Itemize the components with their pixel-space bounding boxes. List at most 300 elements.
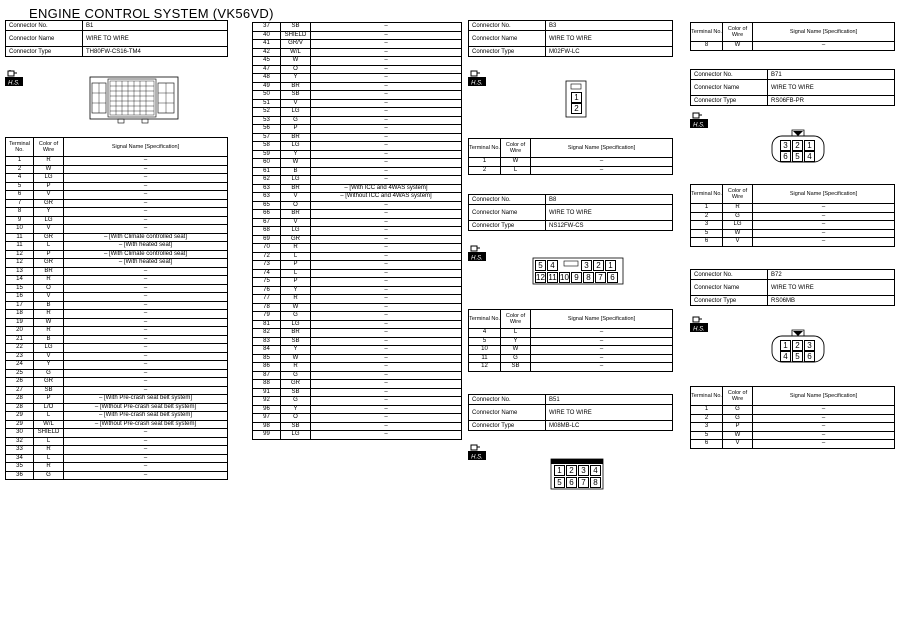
signal-name: – [64,267,228,276]
wire-color: BR [281,82,311,91]
terminal-no: 65 [253,201,281,210]
table-row [6,267,228,276]
table-row [6,429,228,438]
label-connector-type: Connector Type [469,221,546,231]
table-row [253,40,462,49]
label-connector-no: Connector No. [691,270,768,280]
wire-color: P [34,395,64,404]
signal-name: – [311,320,462,329]
terminal-no: 1 [691,204,723,213]
b1-connector-type: TH80FW-CS16-TM4 [83,47,228,57]
table-row [691,238,895,247]
table-row [253,57,462,66]
signal-name: – [753,42,895,51]
table-row [691,221,895,230]
table-row [469,363,673,372]
wire-color: LG [723,221,753,230]
terminal-no: 25 [6,369,34,378]
terminal-no: 98 [253,422,281,431]
wire-color: B [281,167,311,176]
signal-name: – [64,318,228,327]
table-row [253,354,462,363]
terminal-no: 37 [253,23,281,32]
b8-signal-table [468,309,673,372]
table-row [253,150,462,159]
table-row [253,397,462,406]
wire-color: G [281,312,311,321]
hs-label: H.S. [471,255,483,261]
label-connector-type: Connector Type [469,421,546,431]
header-terminal: Terminal No. [691,387,723,406]
hs-label: H.S. [8,80,20,86]
terminal-no: 49 [253,82,281,91]
table-row [6,199,228,208]
header-terminal: Terminal No. [6,138,34,157]
table-row [253,65,462,74]
table-row [6,420,228,429]
terminal-no: 77 [253,295,281,304]
terminal-no: 66 [253,210,281,219]
b71-connector-no: B71 [768,70,895,80]
table-row [6,318,228,327]
table-row [6,284,228,293]
table-row [6,182,228,191]
b71-pin: 2 [792,140,803,151]
terminal-no: 14 [6,276,34,285]
b8-connector-no: B8 [546,195,673,205]
signal-name: – [311,167,462,176]
b3-pin: 2 [571,103,582,114]
wire-color: R [34,463,64,472]
table-row [691,431,895,440]
b71-signal-table [690,184,895,247]
wire-color: W [281,57,311,66]
terminal-no: 9 [6,216,34,225]
b8-pin: 11 [548,273,557,282]
signal-name: – [311,91,462,100]
terminal-no: 76 [253,286,281,295]
table-row [253,227,462,236]
label-connector-no: Connector No. [6,21,83,31]
table-row [6,403,228,412]
table-row [253,405,462,414]
wire-color: Y [281,74,311,83]
terminal-no: 32 [6,437,34,446]
terminal-no: 12 [6,259,34,268]
wire-color: O [281,65,311,74]
table-row [253,320,462,329]
table-row [691,440,895,449]
terminal-no: 5 [691,431,723,440]
label-connector-name: Connector Name [469,31,546,47]
b3-connector-face [565,80,587,118]
b1-connector-info [5,20,228,57]
header-signal: Signal Name [Specification] [531,139,673,158]
table-row [691,423,895,432]
signal-name: – [64,463,228,472]
terminal-no: 10 [6,225,34,234]
signal-name: – [311,57,462,66]
table-row [6,216,228,225]
signal-name: – [64,293,228,302]
b3-connector-info [468,20,673,57]
header-color: Color of Wire [501,310,531,329]
table-row [253,142,462,151]
label-connector-no: Connector No. [469,21,546,31]
signal-name: – [64,352,228,361]
wire-color: LG [281,431,311,440]
b72-pin: 1 [780,340,791,351]
signal-name: – [311,99,462,108]
wire-color: SB [281,388,311,397]
terminal-no: 97 [253,414,281,423]
table-row [6,412,228,421]
signal-name: – [311,23,462,32]
wire-color: LG [281,176,311,185]
harness-side-icon [690,316,708,332]
wire-color: L [34,242,64,251]
terminal-no: 35 [6,463,34,472]
signal-name: – [311,414,462,423]
signal-name: – [311,329,462,338]
wire-color: GR [34,259,64,268]
table-row [6,157,228,166]
wire-color: L [34,454,64,463]
signal-name: – [64,335,228,344]
wire-color: G [723,414,753,423]
signal-name: – [64,216,228,225]
table-row [253,210,462,219]
signal-name: – [64,191,228,200]
terminal-no: 40 [253,31,281,40]
table-row [253,422,462,431]
signal-name: – [753,212,895,221]
label-connector-name: Connector Name [6,31,83,47]
terminal-no: 21 [6,335,34,344]
wire-color: L [34,437,64,446]
signal-name: – [311,116,462,125]
label-connector-name: Connector Name [691,280,768,296]
b72-connector-face [770,328,826,366]
signal-name: – [531,346,673,355]
terminal-no: 24 [6,361,34,370]
signal-name: – [With Climate controlled seat] [64,250,228,259]
wire-color: Y [34,361,64,370]
b8-connector-face [532,257,624,285]
table-row [253,278,462,287]
terminal-no: 22 [6,344,34,353]
table-row [253,167,462,176]
terminal-no: 12 [469,363,501,372]
b8-pin: 12 [536,273,545,282]
wire-color: SB [281,422,311,431]
wire-color: R [34,276,64,285]
terminal-no: 83 [253,337,281,346]
b72-connector-info [690,269,895,306]
signal-name: – [64,471,228,480]
hs-label: H.S. [693,326,705,332]
harness-side-icon [690,112,708,128]
table-row [253,286,462,295]
wire-color: SB [34,386,64,395]
table-row [6,242,228,251]
signal-name: – [753,423,895,432]
wire-color: Y [281,405,311,414]
signal-name: – [531,363,673,372]
signal-name: – [311,346,462,355]
wire-color: W [501,346,531,355]
terminal-no: 62 [253,176,281,185]
wire-color: BR [281,133,311,142]
signal-name: – [64,182,228,191]
wire-color: Y [501,337,531,346]
wire-color: BR [281,329,311,338]
terminal-no: 3 [691,423,723,432]
header-color: Color of Wire [723,185,753,204]
table-row [691,406,895,415]
table-row [253,31,462,40]
label-connector-no: Connector No. [469,395,546,405]
wire-color: R [34,310,64,319]
signal-name: – [311,278,462,287]
wire-color: W/L [281,48,311,57]
terminal-no: 30 [6,429,34,438]
table-row [253,269,462,278]
b51-connector-info [468,394,673,431]
wire-color: P [34,182,64,191]
table-row [253,252,462,261]
wire-color: G [501,354,531,363]
table-row [691,204,895,213]
table-row [469,337,673,346]
table-row [253,235,462,244]
signal-name: – [311,48,462,57]
b51-connector-face [550,458,604,490]
signal-name: – [753,431,895,440]
terminal-no: 16 [6,293,34,302]
terminal-no: 82 [253,329,281,338]
table-row [253,329,462,338]
wire-color: P [34,250,64,259]
table-row [6,386,228,395]
table-row [253,218,462,227]
b1-signal-table [5,137,228,480]
signal-name: – [64,199,228,208]
signal-name: – [311,388,462,397]
wire-color: LG [281,142,311,151]
terminal-no: 12 [6,250,34,259]
terminal-no: 85 [253,354,281,363]
table-row [253,244,462,253]
table-row [253,159,462,168]
b51-pin: 6 [566,477,577,488]
table-row [6,301,228,310]
wire-color: R [723,204,753,213]
table-row [6,352,228,361]
signal-name: – [753,204,895,213]
signal-name: – [311,150,462,159]
harness-side-icon [5,70,23,86]
signal-name: – [311,108,462,117]
terminal-no: 3 [691,221,723,230]
table-row [691,229,895,238]
wire-color: G [723,406,753,415]
signal-name: – [311,286,462,295]
wire-color: W [281,303,311,312]
hs-label: H.S. [471,80,483,86]
signal-name: – [311,337,462,346]
table-row [253,431,462,440]
table-row [691,414,895,423]
b72-connector-name: WIRE TO WIRE [768,280,895,296]
terminal-no: 28 [6,395,34,404]
table-row [253,108,462,117]
wire-color: LG [281,227,311,236]
table-row [253,261,462,270]
b8-pin: 9 [571,272,582,283]
label-connector-type: Connector Type [469,47,546,57]
table-row [6,369,228,378]
wire-color: W/L [34,420,64,429]
signal-name: – [311,218,462,227]
b1-connector-face [88,73,180,130]
b72-connector-no: B72 [768,270,895,280]
terminal-no: 27 [6,386,34,395]
signal-name: – [64,225,228,234]
table-row [253,346,462,355]
wire-color: W [723,431,753,440]
signal-name: – [311,371,462,380]
wire-color: GR [34,199,64,208]
terminal-no: 2 [691,414,723,423]
signal-name: – [64,310,228,319]
table-row [253,74,462,83]
b8-pin: 5 [535,260,546,271]
wire-color: L [281,269,311,278]
signal-name: – [311,210,462,219]
signal-name: – [753,440,895,449]
terminal-no: 69 [253,235,281,244]
table-row [253,91,462,100]
header-signal: Signal Name [Specification] [531,310,673,329]
signal-name: – [311,133,462,142]
b3-connector-no: B3 [546,21,673,31]
wire-color: R [281,244,311,253]
terminal-no: 4 [6,174,34,183]
b51-pin: 7 [578,477,589,488]
table-row [469,354,673,363]
wire-color: SHIELD [281,31,311,40]
wire-color: L [34,412,64,421]
b8-pin: 1 [605,260,616,271]
signal-name: – [311,159,462,168]
terminal-no: 11 [6,233,34,242]
wire-color: W [34,165,64,174]
wire-color: Y [281,346,311,355]
b72-connector-type: RS06MB [768,296,895,306]
label-connector-type: Connector Type [691,96,768,106]
signal-name: – [311,252,462,261]
wire-color: V [34,352,64,361]
header-terminal: Terminal No. [691,185,723,204]
terminal-no: 73 [253,261,281,270]
terminal-no: 29 [6,420,34,429]
header-signal: Signal Name [Specification] [64,138,228,157]
terminal-no: 63 [253,184,281,193]
wire-color: W [501,158,531,167]
terminal-no: 50 [253,91,281,100]
terminal-no: 74 [253,269,281,278]
terminal-no: 1 [6,157,34,166]
wire-color: V [34,191,64,200]
header-signal: Signal Name [Specification] [753,387,895,406]
wire-color: V [34,225,64,234]
terminal-no: 1 [691,406,723,415]
wire-color: G [723,212,753,221]
signal-name: – [311,235,462,244]
wire-color: Y [281,150,311,159]
wire-color: R [281,363,311,372]
wire-color: Y [281,286,311,295]
wire-color: R [34,446,64,455]
table-row [253,99,462,108]
signal-name: – [64,157,228,166]
wire-color: R [281,295,311,304]
wire-color: B [34,301,64,310]
wire-color: SB [281,337,311,346]
table-row [253,295,462,304]
table-row [6,361,228,370]
table-row [253,48,462,57]
signal-name: – [With heated seat] [64,259,228,268]
table-row [253,388,462,397]
terminal-no: 4 [469,329,501,338]
signal-name: – [64,454,228,463]
wire-color: B [34,335,64,344]
table-row [6,378,228,387]
b8-pin: 7 [595,272,606,283]
wire-color: V [723,440,753,449]
b72-pin: 2 [792,340,803,351]
wire-color: G [34,471,64,480]
harness-side-icon [468,245,486,261]
terminal-no: 41 [253,40,281,49]
b3-pin: 1 [571,92,582,103]
signal-name: – [311,244,462,253]
hs-label: H.S. [693,122,705,128]
signal-name: – [311,380,462,389]
signal-name: – [311,65,462,74]
b51-pin: 2 [566,465,577,476]
signal-name: – [311,405,462,414]
terminal-no: 57 [253,133,281,142]
wire-color: R [34,327,64,336]
harness-side-icon [468,444,486,460]
terminal-no: 78 [253,303,281,312]
terminal-no: 2 [6,165,34,174]
signal-name: – [531,354,673,363]
signal-name: – [64,276,228,285]
signal-name: – [311,227,462,236]
terminal-no: 48 [253,74,281,83]
terminal-no: 2 [691,212,723,221]
signal-name: – [64,301,228,310]
label-connector-name: Connector Name [469,205,546,221]
terminal-no: 19 [6,318,34,327]
terminal-no: 63 [253,193,281,202]
table-row [469,166,673,175]
terminal-no: 13 [6,267,34,276]
